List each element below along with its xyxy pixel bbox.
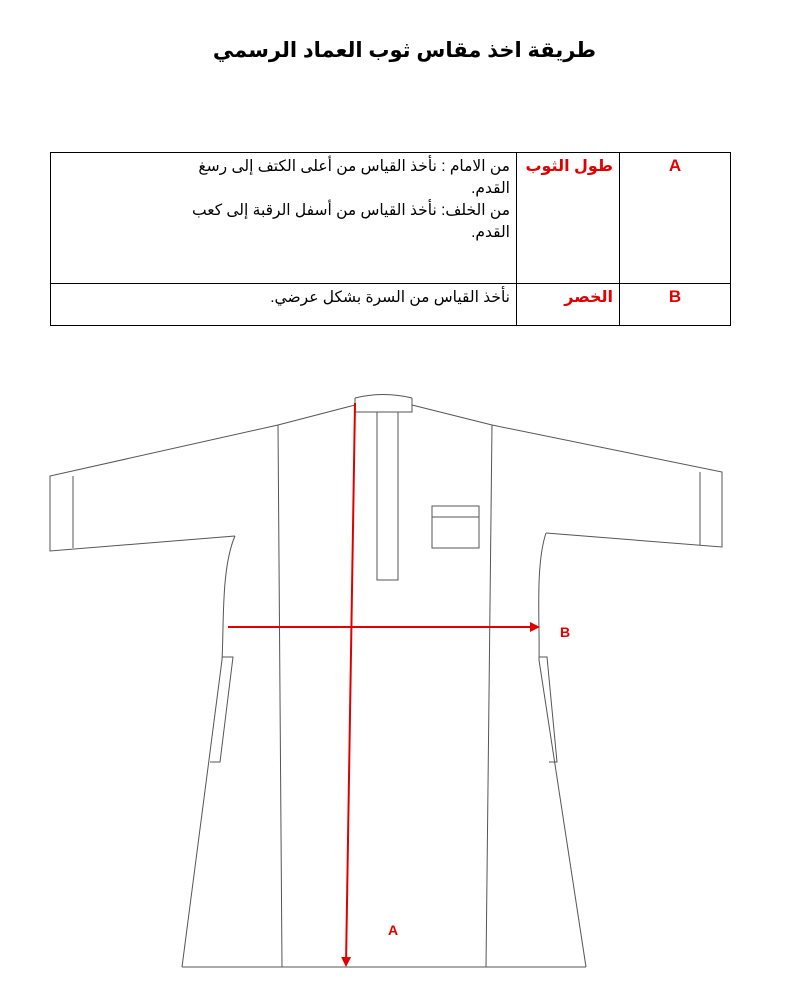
right-sleeve — [492, 425, 722, 547]
left-sleeve — [50, 425, 278, 551]
row-name: طول الثوب — [517, 153, 620, 284]
left-panel-seam — [278, 425, 282, 967]
right-shoulder — [412, 405, 492, 425]
row-name: الخصر — [517, 284, 620, 326]
description-line: نأخذ القياس من السرة بشكل عرضي. — [270, 289, 510, 306]
description-line: من الامام : نأخذ القياس من أعلى الكتف إلى رسغ — [198, 158, 510, 175]
label-a: A — [388, 922, 399, 938]
right-side-seam — [539, 533, 586, 967]
thobe-outline — [50, 395, 722, 968]
length-arrow-a — [346, 403, 355, 965]
chest-pocket — [432, 506, 479, 548]
front-placket — [377, 412, 398, 580]
description-line: من الخلف: نأخذ القياس من أسفل الرقبة إلى كعب — [192, 202, 510, 219]
left-side-seam — [182, 536, 235, 967]
description-line: القدم. — [471, 224, 510, 241]
left-shoulder — [278, 405, 355, 425]
right-panel-seam — [486, 425, 492, 967]
row-code: B — [620, 284, 731, 326]
left-side-pocket — [210, 657, 233, 762]
right-side-pocket — [539, 657, 557, 762]
description-line: القدم. — [471, 180, 510, 197]
label-b: B — [560, 624, 571, 640]
collar-band — [355, 398, 412, 412]
page-title: طريقة اخذ مقاس ثوب العماد الرسمي — [212, 39, 597, 62]
collar-top — [355, 395, 412, 399]
row-code: A — [620, 153, 731, 284]
